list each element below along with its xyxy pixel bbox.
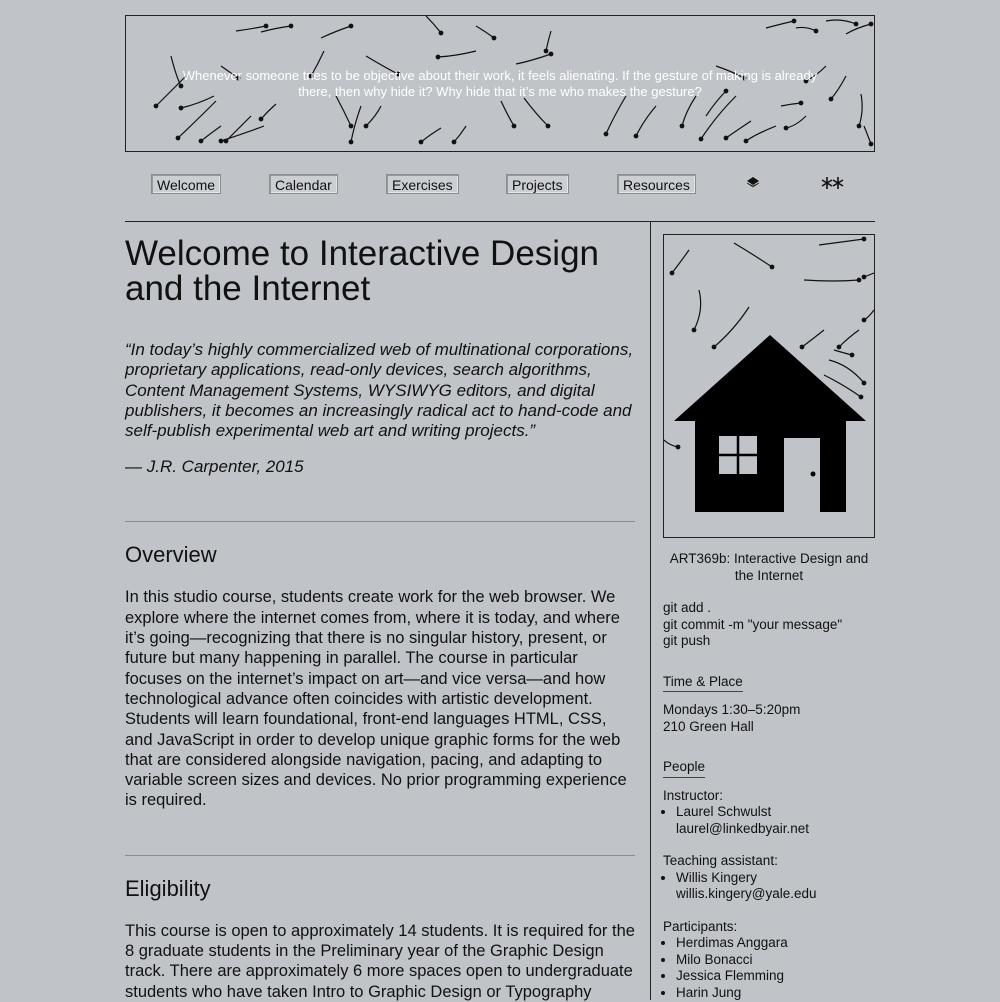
arrow-head (692, 328, 696, 332)
ta-list (663, 870, 875, 903)
page-title: Welcome to Interactive Design and the Internet (125, 234, 600, 308)
list-item: • Harin Jung (676, 985, 875, 1002)
arrow-head (770, 265, 774, 269)
arrow-stroke (701, 96, 736, 139)
git-line: git commit -m "your message" (663, 616, 843, 632)
arrow-stroke (351, 106, 361, 142)
arrow-head (724, 136, 728, 140)
arrow-stroke (796, 27, 816, 31)
main-nav (125, 172, 875, 198)
arrow-stroke (672, 250, 689, 273)
arrow-stroke (714, 307, 749, 347)
arrow-stroke (694, 290, 701, 330)
arrow-stroke (501, 101, 514, 126)
ta-label: Teaching assistant: (663, 853, 778, 868)
list-item: • Herdimas Anggara (676, 935, 875, 952)
arrow-head (364, 124, 368, 128)
arrow-stroke (226, 116, 251, 141)
arrow-stroke (524, 98, 548, 126)
arrow-stroke (636, 106, 656, 136)
arrow-stroke (476, 26, 494, 38)
arrow-head (264, 24, 268, 28)
arrow-stroke (426, 16, 441, 33)
house-illustration-frame (663, 234, 875, 538)
arrow-head (439, 31, 443, 35)
git-line: git push (663, 633, 711, 648)
arrow-stroke (819, 239, 864, 245)
place-line: 210 Green Hall (663, 718, 754, 734)
arrow-head (680, 124, 684, 128)
instructor-name: • Laurel Schwulst (676, 804, 772, 819)
arrow-head (862, 275, 866, 279)
arrow-stroke (421, 128, 441, 142)
eligibility-body: This course is open to approximately 14 students. It is required for the 8 graduate students in the Preliminary year of the Graphic Design track. There are approximately 6 more spaces open to undergraduate students who have taken Intro to Graphic Design or Typography (125, 921, 635, 1001)
arrow-head (452, 140, 456, 144)
arrow-stroke (336, 96, 351, 126)
arrow-head (199, 139, 203, 143)
arrow-head (857, 124, 861, 128)
arrow-head (436, 55, 440, 59)
instructor-label: Instructor: (663, 787, 724, 803)
ta-name: • Willis Kingery (676, 869, 758, 885)
arrow-head (670, 271, 674, 275)
arrow-stroke (766, 21, 794, 28)
nav-calendar[interactable]: Calendar (269, 174, 338, 194)
arrow-head (862, 381, 866, 385)
arrow-stroke (606, 96, 626, 134)
course-caption: ART369b: Interactive Design and the Internet (669, 551, 869, 583)
arrow-stroke (746, 126, 776, 141)
arrow-stroke (221, 126, 264, 141)
git-line: git add . (663, 600, 712, 615)
arrow-head (154, 104, 158, 108)
arrow-head (349, 124, 353, 128)
main-content (125, 230, 635, 1002)
arrow-head (179, 106, 183, 110)
arrow-head (349, 24, 353, 28)
asterisks-icon[interactable] (821, 175, 845, 196)
list-item: • Milo Bonacci (676, 952, 875, 969)
time-place-heading[interactable]: Time & Place (663, 674, 743, 693)
arrow-head (799, 101, 803, 105)
arrow-head (419, 140, 423, 144)
participants-label: Participants: (663, 918, 738, 934)
arrow-head (544, 49, 548, 53)
arrow-head (792, 19, 796, 23)
time-line: Mondays 1:30–5:20pm (663, 702, 801, 717)
arrow-stroke (826, 20, 856, 24)
arrow-head (854, 22, 858, 26)
arrow-head (176, 136, 180, 140)
arrow-head (857, 278, 861, 282)
column-divider (650, 221, 651, 1000)
arrow-head (850, 353, 854, 357)
arrow-stroke (261, 104, 276, 119)
banner-quote: Whenever someone tries to be objective about their work, it feels alienating. If the gesture of making is already there, then why hide it? Why hide that it’s me who makes the gesture? (182, 68, 818, 99)
arrow-head (712, 345, 716, 349)
instructor-email[interactable]: laurel@linkedbyair.net (676, 820, 810, 836)
git-commands (663, 600, 875, 650)
eligibility-heading: Eligibility (125, 875, 211, 901)
arrow-head (349, 140, 353, 144)
arrow-head (859, 395, 863, 399)
arrow-stroke (839, 330, 859, 347)
arrow-head (837, 345, 841, 349)
arrow-head (634, 134, 638, 138)
arrow-stroke (781, 103, 801, 106)
arrow-head (869, 22, 873, 26)
section-divider (125, 521, 635, 522)
arrow-stroke (846, 24, 871, 34)
arrow-stroke (834, 350, 852, 355)
arrow-stroke (829, 360, 864, 383)
house-icon (664, 235, 874, 537)
arrow-stroke (802, 330, 824, 347)
arrow-head (869, 142, 873, 146)
arrow-head (289, 24, 293, 28)
arrow-stroke (546, 31, 551, 51)
participants-list (663, 935, 875, 1001)
section-divider (125, 855, 635, 856)
overview-heading: Overview (125, 542, 217, 568)
nav-exercises[interactable]: Exercises (386, 174, 459, 194)
arrow-head (814, 29, 818, 33)
arrow-stroke (438, 51, 476, 57)
overview-body: In this studio course, students create work for the web browser. We explore where the internet comes from, where it is today, and where it’s going—recognizing that there is no singular history, present, or future but many happening in parallel. The course in particular focuses on the internet’s impact on art—and vice versa—and how technological advance often coincides with artistic development. Students will learn foundational, front-end languages HTML, CSS, and JavaScript in order to develop unique graphic forms for the web that are considered alongside navigation, pacing, and adapting to variable screen sizes and devices. No prior programming experience is required. (125, 588, 627, 810)
arrow-head (744, 139, 748, 143)
arrow-stroke (726, 121, 751, 138)
arrow-stroke (859, 94, 862, 126)
list-item (676, 804, 875, 837)
list-item: • Jessica Flemming (676, 968, 875, 985)
layers-icon[interactable] (746, 175, 760, 194)
instructor-list (663, 804, 875, 837)
epigraph: “In today’s highly commercialized web of multinational corporations, proprietary applications, read-only devices, search algorithms, Content Management Systems, WYSIWYG editors, and digital publishers, it becomes an increasingly radical act to hand-code and self-publish experimental web art and writing projects.” (125, 340, 634, 441)
arrow-stroke (864, 126, 871, 144)
arrow-stroke (321, 26, 351, 38)
arrow-head (862, 237, 866, 241)
arrow-head (784, 126, 788, 130)
arrow-head (800, 345, 804, 349)
nav-resources[interactable]: Resources (617, 174, 696, 194)
people-heading[interactable]: People (663, 759, 705, 778)
arrow-stroke (236, 26, 266, 31)
arrow-head (219, 139, 223, 143)
epigraph-attribution: — J.R. Carpenter, 2015 (125, 457, 304, 477)
list-item (676, 870, 875, 903)
arrow-head (549, 52, 553, 56)
sidebar (663, 234, 875, 1001)
arrow-head (604, 132, 608, 136)
ta-email[interactable]: willis.kingery@yale.edu (676, 886, 817, 901)
arrow-stroke (178, 101, 216, 138)
arrow-stroke (454, 126, 466, 142)
arrow-stroke (516, 54, 551, 64)
arrow-head (546, 124, 550, 128)
banner (125, 15, 875, 152)
arrow-stroke (734, 243, 772, 267)
arrow-head (862, 318, 866, 322)
arrow-head (676, 445, 680, 449)
arrow-head (512, 124, 516, 128)
arrow-head (699, 137, 703, 141)
top-rule (125, 221, 875, 222)
arrow-stroke (682, 96, 696, 126)
nav-welcome[interactable]: Welcome (151, 174, 221, 194)
arrow-head (492, 36, 496, 40)
arrow-head (259, 117, 263, 121)
arrow-stroke (201, 126, 221, 141)
nav-projects[interactable]: Projects (506, 174, 569, 194)
arrow-stroke (786, 116, 806, 128)
arrow-stroke (804, 280, 859, 281)
arrow-stroke (366, 106, 381, 126)
